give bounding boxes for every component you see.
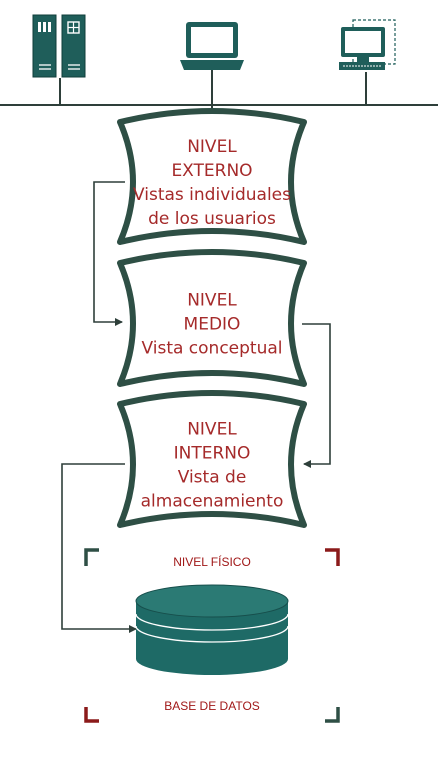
corner-bracket-bottom-left bbox=[86, 707, 99, 721]
level-medio-line-1: NIVEL bbox=[187, 290, 237, 311]
level-medio-line-3: Vista conceptual bbox=[141, 338, 283, 359]
level-medio-line-2: MEDIO bbox=[183, 314, 241, 335]
levels-layer bbox=[120, 111, 304, 525]
corner-bracket-top-left bbox=[86, 550, 99, 566]
external-to-middle-arrow bbox=[94, 182, 125, 322]
level-interno bbox=[120, 393, 304, 525]
level-interno-line-1: NIVEL bbox=[187, 419, 237, 440]
level-externo-line-2: EXTERNO bbox=[171, 161, 253, 181]
level-medio bbox=[120, 252, 304, 384]
level-interno-line-3: Vista de bbox=[177, 467, 247, 488]
corner-bracket-top-right bbox=[325, 550, 338, 566]
level-externo-line-1: NIVEL bbox=[187, 137, 237, 157]
level-externo-line-3: Vistas individuales bbox=[133, 185, 291, 205]
corner-bracket-bottom-right bbox=[325, 707, 338, 721]
middle-to-internal-arrow bbox=[302, 324, 330, 464]
level-externo bbox=[120, 111, 304, 242]
server-icon bbox=[33, 15, 85, 77]
desktop-computer-icon bbox=[339, 20, 395, 70]
level-interno-line-2: INTERNO bbox=[173, 443, 251, 464]
database-cylinder-icon bbox=[136, 585, 288, 675]
physical-level-label: NIVEL FÍSICO bbox=[173, 555, 251, 569]
database-label: BASE DE DATOS bbox=[164, 699, 260, 713]
level-externo-line-4: de los usuarios bbox=[148, 209, 276, 229]
internal-to-database-arrow bbox=[62, 464, 136, 629]
level-interno-line-4: almacenamiento bbox=[140, 491, 284, 512]
laptop-icon bbox=[180, 22, 244, 70]
